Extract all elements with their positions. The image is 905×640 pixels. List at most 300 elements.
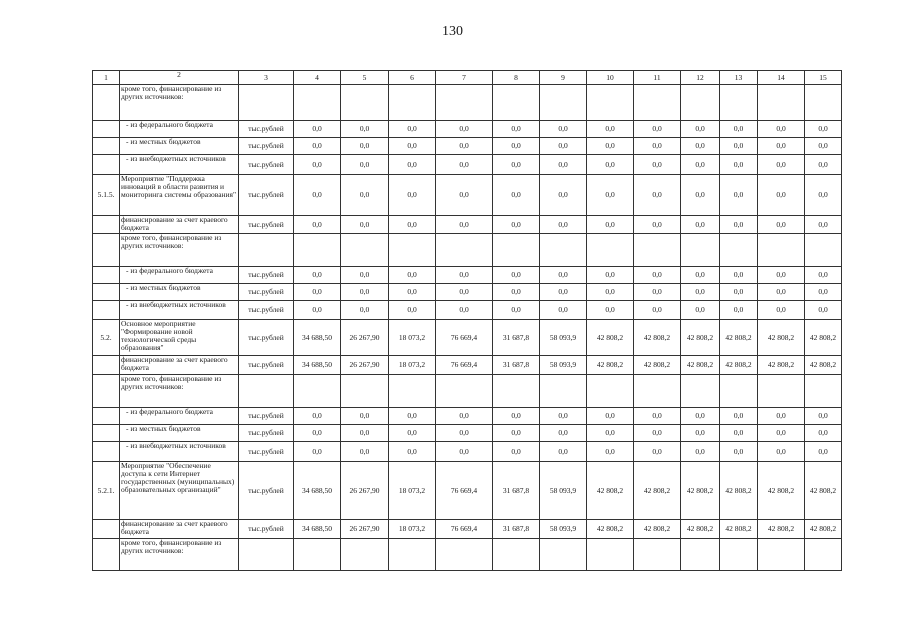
value-cell: 0,0 bbox=[341, 267, 389, 284]
value-cell: 0,0 bbox=[436, 301, 493, 320]
value-cell: 0,0 bbox=[758, 121, 805, 138]
value-cell bbox=[341, 234, 389, 267]
value-cell bbox=[294, 375, 341, 408]
value-cell bbox=[493, 234, 540, 267]
value-cell: 0,0 bbox=[294, 408, 341, 425]
value-cell bbox=[805, 234, 842, 267]
value-cell: 34 688,50 bbox=[294, 520, 341, 539]
value-cell: 0,0 bbox=[587, 267, 634, 284]
table-row bbox=[93, 301, 842, 320]
value-cell: 0,0 bbox=[294, 155, 341, 175]
column-header: 11 bbox=[634, 71, 681, 85]
row-number-cell bbox=[93, 121, 120, 138]
value-cell: 0,0 bbox=[758, 408, 805, 425]
value-cell: 0,0 bbox=[681, 284, 720, 301]
row-number-cell bbox=[93, 520, 120, 539]
value-cell: 0,0 bbox=[389, 284, 436, 301]
value-cell: 42 808,2 bbox=[587, 320, 634, 356]
value-cell: 42 808,2 bbox=[805, 356, 842, 375]
column-header: 5 bbox=[341, 71, 389, 85]
value-cell: 0,0 bbox=[720, 138, 758, 155]
value-cell bbox=[805, 375, 842, 408]
value-cell: 0,0 bbox=[389, 408, 436, 425]
unit-cell: тыс.рублей bbox=[239, 284, 294, 301]
value-cell: 0,0 bbox=[720, 155, 758, 175]
row-name-cell: - из местных бюджетов bbox=[120, 425, 239, 442]
value-cell: 0,0 bbox=[758, 175, 805, 216]
table-row bbox=[93, 408, 842, 425]
value-cell bbox=[436, 539, 493, 571]
value-cell: 0,0 bbox=[389, 425, 436, 442]
value-cell: 0,0 bbox=[720, 284, 758, 301]
value-cell: 0,0 bbox=[758, 216, 805, 234]
value-cell bbox=[634, 234, 681, 267]
value-cell: 0,0 bbox=[681, 138, 720, 155]
row-name-cell: - из федерального бюджета bbox=[120, 267, 239, 284]
column-header: 6 bbox=[389, 71, 436, 85]
value-cell: 0,0 bbox=[294, 121, 341, 138]
value-cell: 0,0 bbox=[540, 425, 587, 442]
value-cell: 0,0 bbox=[389, 442, 436, 462]
value-cell: 0,0 bbox=[436, 425, 493, 442]
value-cell: 0,0 bbox=[805, 425, 842, 442]
value-cell: 0,0 bbox=[805, 121, 842, 138]
value-cell: 0,0 bbox=[805, 267, 842, 284]
value-cell: 0,0 bbox=[587, 408, 634, 425]
value-cell bbox=[634, 539, 681, 571]
value-cell: 0,0 bbox=[540, 155, 587, 175]
value-cell: 0,0 bbox=[758, 425, 805, 442]
value-cell: 0,0 bbox=[758, 442, 805, 462]
value-cell: 0,0 bbox=[681, 425, 720, 442]
value-cell: 42 808,2 bbox=[587, 520, 634, 539]
value-cell: 0,0 bbox=[587, 155, 634, 175]
row-number-cell bbox=[93, 442, 120, 462]
value-cell: 26 267,90 bbox=[341, 320, 389, 356]
value-cell bbox=[587, 234, 634, 267]
row-number-cell: 5.2. bbox=[93, 320, 120, 356]
table-row bbox=[93, 425, 842, 442]
value-cell: 0,0 bbox=[681, 301, 720, 320]
value-cell: 0,0 bbox=[681, 267, 720, 284]
value-cell bbox=[681, 85, 720, 121]
value-cell: 0,0 bbox=[493, 175, 540, 216]
table-row bbox=[93, 175, 842, 216]
value-cell: 18 073,2 bbox=[389, 462, 436, 520]
table-row bbox=[93, 155, 842, 175]
value-cell: 0,0 bbox=[294, 267, 341, 284]
value-cell: 0,0 bbox=[493, 301, 540, 320]
row-name-cell: кроме того, финансирование из других источников: bbox=[120, 375, 239, 408]
value-cell: 0,0 bbox=[634, 121, 681, 138]
table-header-row bbox=[93, 71, 842, 85]
value-cell: 34 688,50 bbox=[294, 320, 341, 356]
value-cell: 0,0 bbox=[493, 284, 540, 301]
value-cell: 42 808,2 bbox=[805, 462, 842, 520]
value-cell bbox=[436, 375, 493, 408]
value-cell: 0,0 bbox=[493, 425, 540, 442]
value-cell: 0,0 bbox=[436, 216, 493, 234]
value-cell: 0,0 bbox=[634, 301, 681, 320]
value-cell: 0,0 bbox=[805, 216, 842, 234]
table-row bbox=[93, 267, 842, 284]
value-cell: 0,0 bbox=[294, 138, 341, 155]
row-number-cell bbox=[93, 356, 120, 375]
value-cell: 0,0 bbox=[805, 442, 842, 462]
value-cell: 0,0 bbox=[720, 267, 758, 284]
row-number-cell bbox=[93, 425, 120, 442]
value-cell: 42 808,2 bbox=[587, 356, 634, 375]
row-name-cell: финансирование за счет краевого бюджета bbox=[120, 356, 239, 375]
value-cell bbox=[493, 85, 540, 121]
value-cell: 0,0 bbox=[805, 301, 842, 320]
value-cell: 0,0 bbox=[720, 425, 758, 442]
unit-cell: тыс.рублей bbox=[239, 175, 294, 216]
row-number-cell bbox=[93, 539, 120, 571]
value-cell: 42 808,2 bbox=[720, 462, 758, 520]
value-cell: 42 808,2 bbox=[634, 356, 681, 375]
row-number-cell bbox=[93, 284, 120, 301]
value-cell: 76 669,4 bbox=[436, 356, 493, 375]
value-cell: 58 093,9 bbox=[540, 356, 587, 375]
value-cell: 42 808,2 bbox=[634, 320, 681, 356]
value-cell: 0,0 bbox=[341, 425, 389, 442]
value-cell: 0,0 bbox=[341, 284, 389, 301]
value-cell: 34 688,50 bbox=[294, 356, 341, 375]
table-row bbox=[93, 234, 842, 267]
value-cell: 0,0 bbox=[389, 301, 436, 320]
value-cell bbox=[540, 375, 587, 408]
value-cell bbox=[389, 85, 436, 121]
value-cell: 0,0 bbox=[634, 155, 681, 175]
table-row bbox=[93, 216, 842, 234]
value-cell: 0,0 bbox=[634, 267, 681, 284]
value-cell bbox=[389, 375, 436, 408]
value-cell: 42 808,2 bbox=[681, 356, 720, 375]
row-number-cell: 5.1.5. bbox=[93, 175, 120, 216]
value-cell: 0,0 bbox=[587, 425, 634, 442]
value-cell: 0,0 bbox=[634, 138, 681, 155]
row-name-cell: кроме того, финансирование из других источников: bbox=[120, 234, 239, 267]
row-number-cell: 5.2.1. bbox=[93, 462, 120, 520]
value-cell: 0,0 bbox=[634, 175, 681, 216]
value-cell: 42 808,2 bbox=[634, 462, 681, 520]
value-cell: 0,0 bbox=[681, 408, 720, 425]
value-cell bbox=[294, 85, 341, 121]
value-cell: 0,0 bbox=[540, 216, 587, 234]
value-cell bbox=[805, 85, 842, 121]
table-row bbox=[93, 539, 842, 571]
value-cell: 0,0 bbox=[805, 175, 842, 216]
unit-cell: тыс.рублей bbox=[239, 301, 294, 320]
value-cell bbox=[294, 234, 341, 267]
row-number-cell bbox=[93, 408, 120, 425]
column-header: 8 bbox=[493, 71, 540, 85]
value-cell: 0,0 bbox=[587, 301, 634, 320]
value-cell bbox=[720, 539, 758, 571]
value-cell: 0,0 bbox=[681, 442, 720, 462]
value-cell: 0,0 bbox=[805, 408, 842, 425]
table-row bbox=[93, 520, 842, 539]
row-number-cell bbox=[93, 155, 120, 175]
value-cell: 0,0 bbox=[436, 408, 493, 425]
value-cell: 26 267,90 bbox=[341, 520, 389, 539]
value-cell: 0,0 bbox=[720, 175, 758, 216]
value-cell: 0,0 bbox=[294, 442, 341, 462]
column-header: 15 bbox=[805, 71, 842, 85]
row-name-cell: Мероприятие "Обеспечение доступа к сети Интернет государственных (муниципальных) образовательных организаций" bbox=[120, 462, 239, 520]
unit-cell: тыс.рублей bbox=[239, 121, 294, 138]
value-cell: 0,0 bbox=[493, 442, 540, 462]
value-cell: 58 093,9 bbox=[540, 520, 587, 539]
value-cell bbox=[634, 85, 681, 121]
row-name-cell: финансирование за счет краевого бюджета bbox=[120, 216, 239, 234]
value-cell bbox=[294, 539, 341, 571]
value-cell bbox=[341, 85, 389, 121]
column-header: 1 bbox=[93, 71, 120, 85]
row-name-cell: - из внебюджетных источников bbox=[120, 301, 239, 320]
table-row bbox=[93, 375, 842, 408]
value-cell: 0,0 bbox=[341, 138, 389, 155]
value-cell: 0,0 bbox=[540, 284, 587, 301]
table-row bbox=[93, 121, 842, 138]
value-cell: 31 687,8 bbox=[493, 520, 540, 539]
value-cell bbox=[634, 375, 681, 408]
value-cell: 42 808,2 bbox=[758, 462, 805, 520]
value-cell: 0,0 bbox=[493, 155, 540, 175]
value-cell bbox=[587, 539, 634, 571]
table-row bbox=[93, 138, 842, 155]
value-cell: 0,0 bbox=[634, 216, 681, 234]
value-cell: 0,0 bbox=[587, 138, 634, 155]
value-cell: 31 687,8 bbox=[493, 320, 540, 356]
value-cell: 0,0 bbox=[720, 442, 758, 462]
row-name-cell: кроме того, финансирование из других источников: bbox=[120, 85, 239, 121]
column-header: 9 bbox=[540, 71, 587, 85]
unit-cell bbox=[239, 234, 294, 267]
value-cell: 0,0 bbox=[587, 442, 634, 462]
row-number-cell bbox=[93, 216, 120, 234]
value-cell: 0,0 bbox=[436, 175, 493, 216]
column-header: 12 bbox=[681, 71, 720, 85]
value-cell: 0,0 bbox=[681, 155, 720, 175]
column-header: 4 bbox=[294, 71, 341, 85]
value-cell bbox=[720, 375, 758, 408]
value-cell: 0,0 bbox=[341, 301, 389, 320]
value-cell: 0,0 bbox=[540, 301, 587, 320]
value-cell bbox=[681, 539, 720, 571]
value-cell: 0,0 bbox=[540, 121, 587, 138]
value-cell bbox=[758, 85, 805, 121]
value-cell: 42 808,2 bbox=[758, 356, 805, 375]
value-cell: 0,0 bbox=[493, 216, 540, 234]
value-cell bbox=[341, 375, 389, 408]
value-cell: 0,0 bbox=[341, 216, 389, 234]
value-cell: 18 073,2 bbox=[389, 356, 436, 375]
value-cell bbox=[540, 539, 587, 571]
value-cell: 42 808,2 bbox=[805, 320, 842, 356]
row-name-cell: - из местных бюджетов bbox=[120, 138, 239, 155]
value-cell: 0,0 bbox=[587, 121, 634, 138]
value-cell: 0,0 bbox=[294, 284, 341, 301]
value-cell: 42 808,2 bbox=[681, 462, 720, 520]
value-cell: 42 808,2 bbox=[720, 320, 758, 356]
table-row bbox=[93, 442, 842, 462]
unit-cell: тыс.рублей bbox=[239, 425, 294, 442]
value-cell: 0,0 bbox=[493, 121, 540, 138]
value-cell: 0,0 bbox=[540, 408, 587, 425]
value-cell: 0,0 bbox=[758, 301, 805, 320]
unit-cell: тыс.рублей bbox=[239, 462, 294, 520]
value-cell: 0,0 bbox=[341, 442, 389, 462]
value-cell: 42 808,2 bbox=[720, 520, 758, 539]
unit-cell: тыс.рублей bbox=[239, 138, 294, 155]
value-cell: 0,0 bbox=[341, 408, 389, 425]
value-cell bbox=[436, 85, 493, 121]
value-cell: 18 073,2 bbox=[389, 520, 436, 539]
value-cell bbox=[341, 539, 389, 571]
value-cell: 0,0 bbox=[634, 408, 681, 425]
value-cell: 0,0 bbox=[389, 155, 436, 175]
value-cell: 0,0 bbox=[389, 216, 436, 234]
value-cell bbox=[389, 539, 436, 571]
unit-cell: тыс.рублей bbox=[239, 442, 294, 462]
value-cell: 26 267,90 bbox=[341, 462, 389, 520]
value-cell: 42 808,2 bbox=[758, 520, 805, 539]
value-cell bbox=[758, 234, 805, 267]
value-cell: 0,0 bbox=[720, 216, 758, 234]
value-cell: 0,0 bbox=[389, 267, 436, 284]
unit-cell: тыс.рублей bbox=[239, 356, 294, 375]
value-cell: 0,0 bbox=[493, 267, 540, 284]
row-name-cell: - из внебюджетных источников bbox=[120, 442, 239, 462]
value-cell: 0,0 bbox=[294, 175, 341, 216]
value-cell: 0,0 bbox=[681, 175, 720, 216]
value-cell: 42 808,2 bbox=[805, 520, 842, 539]
value-cell: 0,0 bbox=[634, 284, 681, 301]
value-cell: 76 669,4 bbox=[436, 520, 493, 539]
value-cell: 0,0 bbox=[720, 121, 758, 138]
unit-cell bbox=[239, 375, 294, 408]
row-name-cell: финансирование за счет краевого бюджета bbox=[120, 520, 239, 539]
value-cell: 0,0 bbox=[587, 216, 634, 234]
value-cell bbox=[587, 375, 634, 408]
table-row bbox=[93, 356, 842, 375]
column-header: 7 bbox=[436, 71, 493, 85]
unit-cell: тыс.рублей bbox=[239, 155, 294, 175]
value-cell bbox=[389, 234, 436, 267]
value-cell: 0,0 bbox=[540, 442, 587, 462]
value-cell: 0,0 bbox=[389, 121, 436, 138]
value-cell: 0,0 bbox=[758, 138, 805, 155]
value-cell bbox=[493, 375, 540, 408]
value-cell: 0,0 bbox=[389, 138, 436, 155]
unit-cell bbox=[239, 539, 294, 571]
value-cell: 0,0 bbox=[540, 267, 587, 284]
value-cell: 0,0 bbox=[720, 408, 758, 425]
value-cell bbox=[805, 539, 842, 571]
value-cell: 0,0 bbox=[341, 175, 389, 216]
value-cell bbox=[758, 375, 805, 408]
value-cell: 0,0 bbox=[720, 301, 758, 320]
row-name-cell: - из местных бюджетов bbox=[120, 284, 239, 301]
value-cell: 0,0 bbox=[436, 121, 493, 138]
value-cell: 58 093,9 bbox=[540, 320, 587, 356]
value-cell: 0,0 bbox=[436, 442, 493, 462]
value-cell: 0,0 bbox=[634, 425, 681, 442]
value-cell: 26 267,90 bbox=[341, 356, 389, 375]
value-cell: 0,0 bbox=[805, 155, 842, 175]
row-name-cell: - из внебюджетных источников bbox=[120, 155, 239, 175]
value-cell: 0,0 bbox=[681, 121, 720, 138]
value-cell: 0,0 bbox=[294, 301, 341, 320]
unit-cell: тыс.рублей bbox=[239, 267, 294, 284]
row-number-cell bbox=[93, 85, 120, 121]
value-cell: 0,0 bbox=[493, 408, 540, 425]
value-cell bbox=[540, 85, 587, 121]
column-header: 3 bbox=[239, 71, 294, 85]
column-header: 13 bbox=[720, 71, 758, 85]
row-name-cell: - из федерального бюджета bbox=[120, 408, 239, 425]
value-cell: 0,0 bbox=[436, 138, 493, 155]
value-cell: 0,0 bbox=[758, 284, 805, 301]
table-row bbox=[93, 462, 842, 520]
value-cell: 58 093,9 bbox=[540, 462, 587, 520]
value-cell: 0,0 bbox=[436, 267, 493, 284]
row-number-cell bbox=[93, 301, 120, 320]
value-cell: 42 808,2 bbox=[587, 462, 634, 520]
value-cell: 31 687,8 bbox=[493, 462, 540, 520]
value-cell: 42 808,2 bbox=[758, 320, 805, 356]
value-cell: 0,0 bbox=[805, 138, 842, 155]
value-cell: 0,0 bbox=[681, 216, 720, 234]
row-number-cell bbox=[93, 375, 120, 408]
value-cell bbox=[493, 539, 540, 571]
value-cell: 0,0 bbox=[294, 425, 341, 442]
row-name-cell: - из федерального бюджета bbox=[120, 121, 239, 138]
value-cell: 0,0 bbox=[758, 155, 805, 175]
value-cell: 0,0 bbox=[341, 155, 389, 175]
value-cell: 0,0 bbox=[389, 175, 436, 216]
value-cell: 0,0 bbox=[758, 267, 805, 284]
value-cell bbox=[681, 375, 720, 408]
table-row bbox=[93, 320, 842, 356]
value-cell bbox=[436, 234, 493, 267]
unit-cell: тыс.рублей bbox=[239, 216, 294, 234]
page-number: 130 bbox=[442, 24, 463, 39]
table-row bbox=[93, 85, 842, 121]
value-cell bbox=[587, 85, 634, 121]
value-cell: 0,0 bbox=[587, 175, 634, 216]
row-number-cell bbox=[93, 267, 120, 284]
value-cell: 42 808,2 bbox=[681, 320, 720, 356]
value-cell: 0,0 bbox=[493, 138, 540, 155]
value-cell bbox=[758, 539, 805, 571]
table-row bbox=[93, 284, 842, 301]
row-name-cell: кроме того, финансирование из других источников: bbox=[120, 539, 239, 571]
value-cell: 18 073,2 bbox=[389, 320, 436, 356]
value-cell: 76 669,4 bbox=[436, 320, 493, 356]
budget-table bbox=[92, 70, 842, 571]
value-cell: 0,0 bbox=[436, 284, 493, 301]
value-cell: 0,0 bbox=[540, 175, 587, 216]
value-cell: 42 808,2 bbox=[720, 356, 758, 375]
value-cell: 42 808,2 bbox=[681, 520, 720, 539]
unit-cell: тыс.рублей bbox=[239, 408, 294, 425]
row-number-cell bbox=[93, 234, 120, 267]
value-cell: 34 688,50 bbox=[294, 462, 341, 520]
value-cell bbox=[681, 234, 720, 267]
